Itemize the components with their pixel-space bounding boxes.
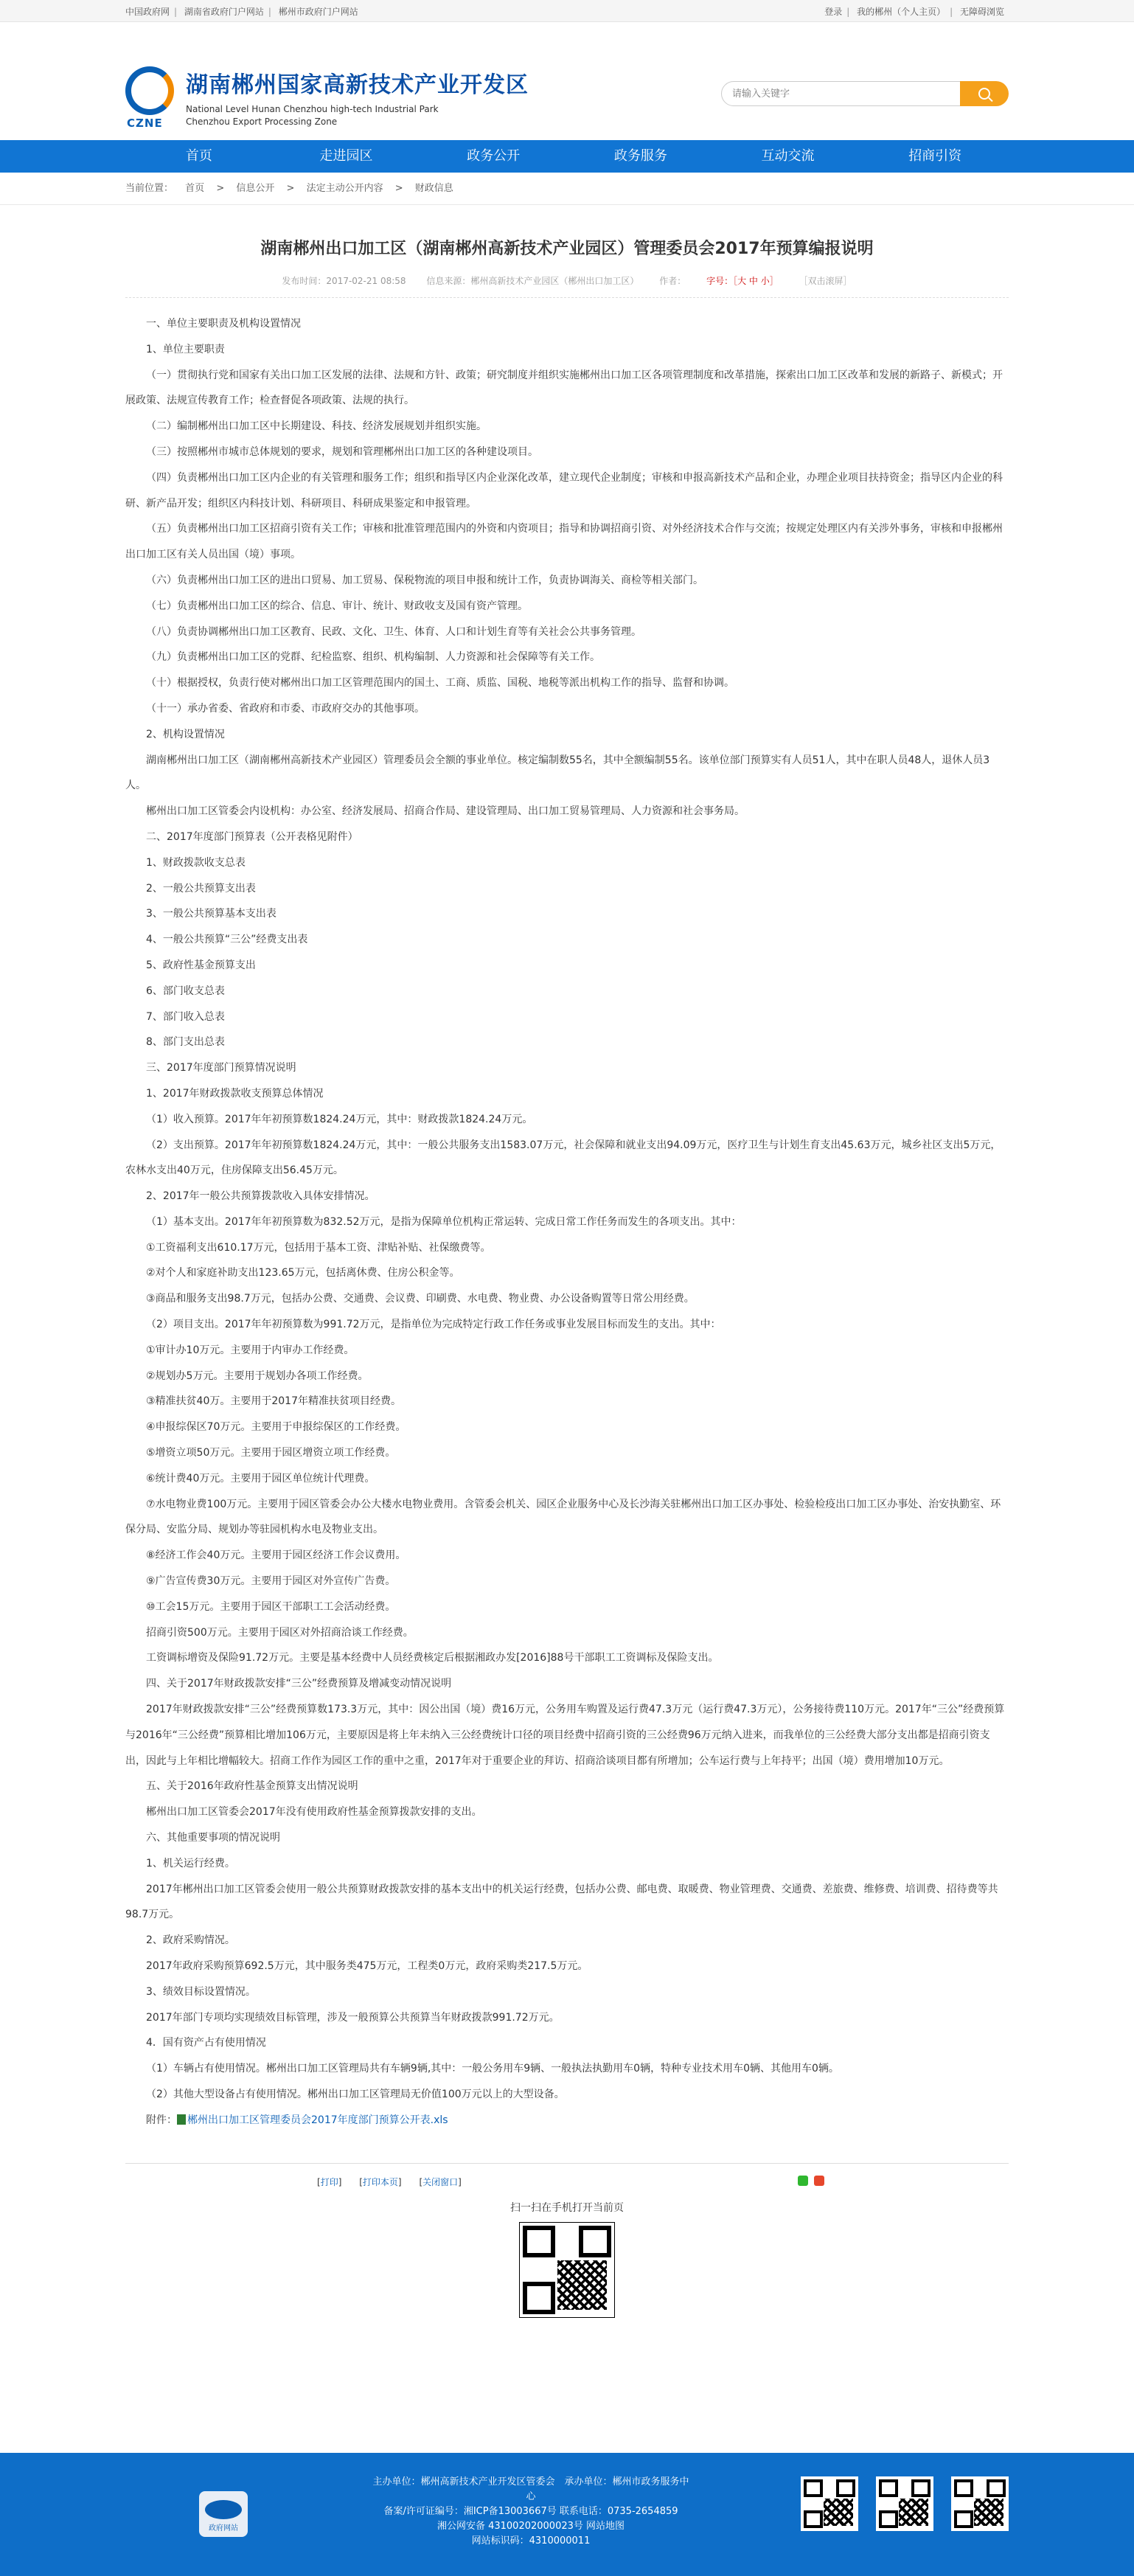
article-paragraph: 5、政府性基金预算支出 (146, 959, 256, 971)
article-paragraph: （四）负责郴州出口加工区内企业的有关管理和服务工作；组织和指导区内企业深化改革，建立现代企业制度；审核和申报高新技术产品和企业，办理企业项目扶持资金；指导区内企业的科研、新产品开发；组织区内科技计划、科研项目、科研成果鉴定和申报管理。 (125, 471, 1003, 510)
article-paragraph: 8、部门支出总表 (146, 1036, 225, 1049)
badge-emblem-icon (205, 2500, 242, 2519)
article-paragraph: 招商引资500万元。主要用于园区对外招商洽谈工作经费。 (146, 1626, 414, 1639)
top-link-chenzhou[interactable]: 郴州市政府门户网站 (278, 6, 358, 17)
article-paragraph: ①工资福利支出610.17万元，包括用于基本工资、津贴补贴、社保缴费等。 (146, 1241, 491, 1254)
article-paragraph: ②规划办5万元。主要用于规划办各项工作经费。 (146, 1369, 369, 1382)
site-title-en-1: National Level Hunan Chenzhou high-tech Industrial Park (186, 104, 439, 114)
footer-sponsor: 主办单位：郴州高新技术产业开发区管委会 承办单位：郴州市政务服务中心 (372, 2476, 689, 2502)
close-link: [关闭窗口] (419, 2176, 462, 2187)
page-qr-code (519, 2222, 615, 2318)
breadcrumb-finance[interactable]: 财政信息 (414, 183, 453, 194)
article-paragraph: ⑩工会15万元。主要用于园区干部职工工会活动经费。 (146, 1600, 396, 1613)
article-paragraph: 6、部门收支总表 (146, 985, 225, 997)
article-paragraph: （1）收入预算。2017年年初预算数1824.24万元，其中：财政拨款1824.24万元。 (146, 1113, 533, 1125)
article-paragraph: （十）根据授权，负责行使对郴州出口加工区管理范围内的国土、工商、质监、国税、地税等派出机构工作的指导、监督和协调。 (146, 677, 734, 690)
footer-qr-codes (801, 2476, 1009, 2531)
footer-qr-code (951, 2476, 1009, 2531)
article-paragraph: 2017年郴州出口加工区管委会使用一般公共预算财政拨款安排的基本支出中的机关运行经费，包括办公费、邮电费、取暖费、物业管理费、交通费、差旅费、维修费、培训费、招待费等共98.7万元。 (125, 1883, 998, 1921)
article-paragraph: （五）负责郴州出口加工区招商引资有关工作；审核和批准管理范围内的外资和内资项目；指导和协调招商引资、对外经济技术合作与交流；按规定处理区内有关涉外事务，审核和申报郴州出口加工区有关人员出国（境）事项。 (125, 523, 1003, 561)
author: 作者： (659, 276, 686, 286)
article-paragraph: （二）编制郴州出口加工区中长期建设、科技、经济发展规划并组织实施。 (146, 420, 487, 433)
article-paragraph: 郴州出口加工区管委会2017年没有使用政府性基金预算拨款安排的支出。 (146, 1806, 482, 1819)
article-paragraph: ⑨广告宣传费30万元。主要用于园区对外宣传广告费。 (146, 1575, 396, 1588)
paragraph-list (125, 311, 1009, 2108)
top-right-links: 登录 | 我的郴州（个人主页） | 无障碍浏览 (824, 6, 1004, 17)
login-link[interactable]: 登录 (824, 6, 843, 17)
breadcrumb-home[interactable]: 首页 (185, 183, 205, 194)
article-paragraph: 4、一般公共预算“三公”经费支出表 (146, 934, 308, 946)
my-page-link[interactable]: 我的郴州（个人主页） (857, 6, 946, 17)
article-paragraph: 2、机构设置情况 (146, 728, 225, 740)
weibo-share-icon[interactable] (814, 2176, 824, 2186)
nav-gov-service[interactable]: 政务服务 (613, 148, 667, 164)
auto-scroll[interactable]: ［双击滚屏］ (799, 276, 852, 286)
article-paragraph: 工资调标增资及保险91.72万元。主要是基本经费中人员经费核定后根据湘政办发[2016]88号干部职工工资调标及保险支出。 (146, 1652, 719, 1664)
attachment-label: 附件： (146, 2114, 177, 2126)
site-header (0, 22, 1134, 140)
article-paragraph: 四、关于2017年财政拨款安排“三公”经费预算及增减变动情况说明 (146, 1678, 452, 1690)
publish-date: 发布时间：2017-02-21 08:58 (282, 276, 406, 286)
article-body (125, 298, 1009, 2134)
attachment-link[interactable]: 郴州出口加工区管理委员会2017年度部门预算公开表.xls (187, 2114, 448, 2126)
article-paragraph: 1、机关运行经费。 (146, 1857, 235, 1869)
article-paragraph: ③商品和服务支出98.7万元，包括办公费、交通费、会议费、印刷费、水电费、物业费、办公设备购置等日常公用经费。 (146, 1293, 695, 1305)
breadcrumb-sep: > (286, 183, 295, 194)
nav-interaction[interactable]: 互动交流 (761, 148, 815, 164)
article-title: 湖南郴州出口加工区（湖南郴州高新技术产业园区）管理委员会2017年预算编报说明 (260, 240, 874, 258)
breadcrumb-info[interactable]: 信息公开 (236, 183, 275, 194)
xls-file-icon (177, 2114, 186, 2125)
print-page-link: [打印本页] (359, 2176, 402, 2187)
print-link: [打印] (317, 2176, 342, 2187)
article-paragraph: （1）基本支出。2017年年初预算数为832.52万元，是指为保障单位机构正常运转、完成日常工作任务而发生的各项支出。其中： (146, 1215, 742, 1228)
article-paragraph: ⑧经济工作会40万元。主要用于园区经济工作会议费用。 (146, 1549, 406, 1562)
article-paragraph: ③精准扶贫40万。主要用于2017年精准扶贫项目经费。 (146, 1395, 401, 1408)
article-paragraph: 1、2017年财政拨款收支预算总体情况 (146, 1087, 324, 1100)
article-paragraph: 3、绩效目标设置情况。 (146, 1985, 256, 1998)
article-paragraph: 7、部门收入总表 (146, 1010, 225, 1023)
footer-icp: 备案/许可证编号：湘ICP备13003667号 联系电话：0735-2654859 (383, 2506, 678, 2517)
brand (186, 66, 529, 128)
badge-text: 政府网站 (209, 2524, 238, 2532)
search-input[interactable] (721, 81, 964, 106)
top-link-gov[interactable]: 中国政府网 (125, 6, 170, 17)
article-paragraph: 一、单位主要职责及机构设置情况 (146, 318, 301, 330)
footer-info (369, 2475, 693, 2549)
logo-circle-icon (125, 66, 174, 115)
article-paragraph: （七）负责郴州出口加工区的综合、信息、审计、统计、财政收支及国有资产管理。 (146, 600, 528, 612)
print-page-button[interactable]: 打印本页 (362, 2176, 398, 2187)
search-button[interactable] (960, 81, 1009, 106)
nav-gov-info[interactable]: 政务公开 (467, 148, 521, 164)
logo-text: CZNE (127, 117, 163, 130)
site-title: 湖南郴州国家高新技术产业开发区 (186, 72, 529, 98)
info-source: 信息来源：郴州高新技术产业园区（郴州出口加工区） (426, 276, 639, 286)
breadcrumb-sep: > (394, 183, 403, 194)
font-size-switch[interactable]: 字号：［大 中 小］ (706, 276, 779, 286)
article-paragraph: 三、2017年度部门预算情况说明 (146, 1062, 296, 1075)
article-paragraph: 五、关于2016年政府性基金预算支出情况说明 (146, 1780, 358, 1793)
article (125, 205, 1009, 2321)
article-paragraph: 2017年部门专项均实现绩效目标管理，涉及一般预算公共预算当年财政拨款991.72万元。 (146, 2011, 560, 2024)
article-paragraph: ④申报综保区70万元。主要用于申报综保区的工作经费。 (146, 1421, 406, 1434)
article-paragraph: 2、政府采购情况。 (146, 1934, 235, 1947)
article-tools (125, 2163, 1009, 2200)
qr-caption: 扫一扫在手机打开当前页 (510, 2201, 624, 2214)
article-paragraph: ⑦水电物业费100万元。主要用于园区管委会办公大楼水电物业费用。含管委会机关、园区企业服务中心及长沙海关驻郴州出口加工区办事处、检验检疫出口加工区办事处、治安执勤室、环保分局、安监分局、规划办等驻园机构水电及物业支出。 (125, 1498, 1001, 1536)
article-paragraph: （八）负责协调郴州出口加工区教育、民政、文化、卫生、体育、人口和计划生育等有关社会公共事务管理。 (146, 625, 641, 638)
nav-about[interactable]: 走进园区 (319, 148, 373, 164)
breadcrumb-sep: > (216, 183, 225, 194)
article-paragraph: 1、单位主要职责 (146, 343, 225, 355)
main-nav (0, 140, 1134, 173)
footer-site-id: 网站标识码：4310000011 (471, 2535, 591, 2547)
wechat-share-icon[interactable] (798, 2176, 808, 2186)
top-links: 中国政府网 | 湖南省政府门户网站 | 郴州市政府门户网站 (125, 6, 358, 17)
article-paragraph: ⑤增资立项50万元。主要用于园区增资立项工作经费。 (146, 1447, 396, 1459)
top-bar (0, 0, 1134, 22)
qr-section (125, 2200, 1009, 2321)
gov-site-badge[interactable] (199, 2491, 248, 2537)
site-logo[interactable] (125, 66, 177, 129)
article-paragraph: 六、其他重要事项的情况说明 (146, 1832, 280, 1844)
site-footer (0, 2453, 1134, 2576)
article-paragraph: 二、2017年度部门预算表（公开表格见附件） (146, 830, 358, 843)
site-title-en-2: Chenzhou Export Processing Zone (186, 117, 338, 127)
article-paragraph: 4．国有资产占有使用情况 (146, 2037, 266, 2049)
article-paragraph: 2017年政府采购预算692.5万元，其中服务类475万元，工程类0万元，政府采购类217.5万元。 (146, 1960, 588, 1972)
article-paragraph: 2017年财政拨款安排“三公”经费预算数173.3万元，其中：因公出国（境）费16万元，公务用车购置及运行费47.3万元（运行费47.3万元），公务接待费110万元。2017年“三公”经费预算与2016年“三公经费”预算相比增加106万元，主要原因是将上年未纳入三公经费统计口径的项目经费中招商引资的三公经费96万元纳入进来，而我单位的三公经费大部分支出都是招商引资支出，因此与上年相比增幅较大。招商工作作为园区工作的重中之重，2017年对于重要企业的拜访、招商洽谈项目都有所增加；公车运行费与上年持平；出国（境）费用增加10万元。 (125, 1704, 1005, 1767)
breadcrumb-legal[interactable]: 法定主动公开内容 (306, 183, 383, 194)
article-paragraph: ②对个人和家庭补助支出123.65万元，包括离休费、住房公积金等。 (146, 1267, 460, 1280)
article-paragraph: ①审计办10万元。主要用于内审办工作经费。 (146, 1344, 355, 1356)
article-paragraph: （九）负责郴州出口加工区的党群、纪检监察、组织、机构编制、人力资源和社会保障等有关工作。 (146, 651, 600, 664)
article-paragraph: 2、2017年一般公共预算拨款收入具体安排情况。 (146, 1190, 375, 1203)
search-box (721, 81, 1009, 106)
nav-home[interactable]: 首页 (185, 148, 212, 164)
article-paragraph: （2）项目支出。2017年年初预算数为991.72万元，是指单位为完成特定行政工作任务或事业发展目标而发生的支出。其中： (146, 1319, 721, 1331)
article-paragraph: （三）按照郴州市城市总体规划的要求，规划和管理郴州出口加工区的各种建设项目。 (146, 445, 538, 458)
article-paragraph: （六）负责郴州出口加工区的进出口贸易、加工贸易、保税物流的项目申报和统计工作，负责协调海关、商检等相关部门。 (146, 574, 703, 586)
breadcrumb-label: 当前位置： (125, 183, 174, 194)
top-link-hunan[interactable]: 湖南省政府门户网站 (184, 6, 264, 17)
article-paragraph: （2）其他大型设备占有使用情况。郴州出口加工区管理局无价值100万元以上的大型设备。 (146, 2088, 565, 2100)
nav-investment[interactable]: 招商引资 (908, 148, 962, 164)
article-paragraph: 2、一般公共预算支出表 (146, 882, 256, 895)
close-window-button[interactable]: 关闭窗口 (422, 2176, 459, 2187)
article-paragraph: （一）贯彻执行党和国家有关出口加工区发展的法律、法规和方针、政策；研究制度并组织实施郴州出口加工区各项管理制度和改革措施，探索出口加工区改革和发展的新路子、新模式；开展政策、法规宣传教育工作；检查督促各项政策、法规的执行。 (125, 369, 1003, 407)
article-meta (125, 274, 1009, 298)
accessibility-link[interactable]: 无障碍浏览 (959, 6, 1004, 17)
article-paragraph: （1）车辆占有使用情况。郴州出口加工区管理局共有车辆9辆,其中：一般公务用车9辆、一般执法执勤用车0辆，特种专业技术用车0辆、其他用车0辆。 (146, 2063, 839, 2075)
print-button[interactable]: 打印 (320, 2176, 338, 2187)
breadcrumb (0, 173, 1134, 205)
footer-qr-code (876, 2476, 933, 2531)
article-paragraph: 郴州出口加工区管委会内设机构：办公室、经济发展局、招商合作局、建设管理局、出口加工贸易管理局、人力资源和社会事务局。 (146, 805, 745, 818)
article-paragraph: ⑥统计费40万元。主要用于园区单位统计代理费。 (146, 1472, 375, 1485)
footer-qr-code (801, 2476, 858, 2531)
article-paragraph: 1、财政拨款收支总表 (146, 856, 246, 869)
article-paragraph: 湖南郴州出口加工区（湖南郴州高新技术产业园区）管理委员会全额的事业单位。核定编制数55名，其中全额编制55名。该单位部门预算实有人员51人，其中在职人员48人，退休人员3人。 (125, 754, 990, 792)
article-paragraph: 3、一般公共预算基本支出表 (146, 908, 276, 920)
footer-police: 湘公网安备 43100202000023号 网站地图 (436, 2521, 625, 2532)
search-icon (978, 88, 990, 100)
article-paragraph: （2）支出预算。2017年年初预算数1824.24万元，其中：一般公共服务支出1583.07万元，社会保障和就业支出94.09万元，医疗卫生与计划生育支出45.63万元，城乡社区支出5万元，农林水支出40万元，住房保障支出56.45万元。 (125, 1139, 1001, 1177)
attachment-line (125, 2108, 1009, 2134)
article-paragraph: （十一）承办省委、省政府和市委、市政府交办的其他事项。 (146, 702, 425, 715)
